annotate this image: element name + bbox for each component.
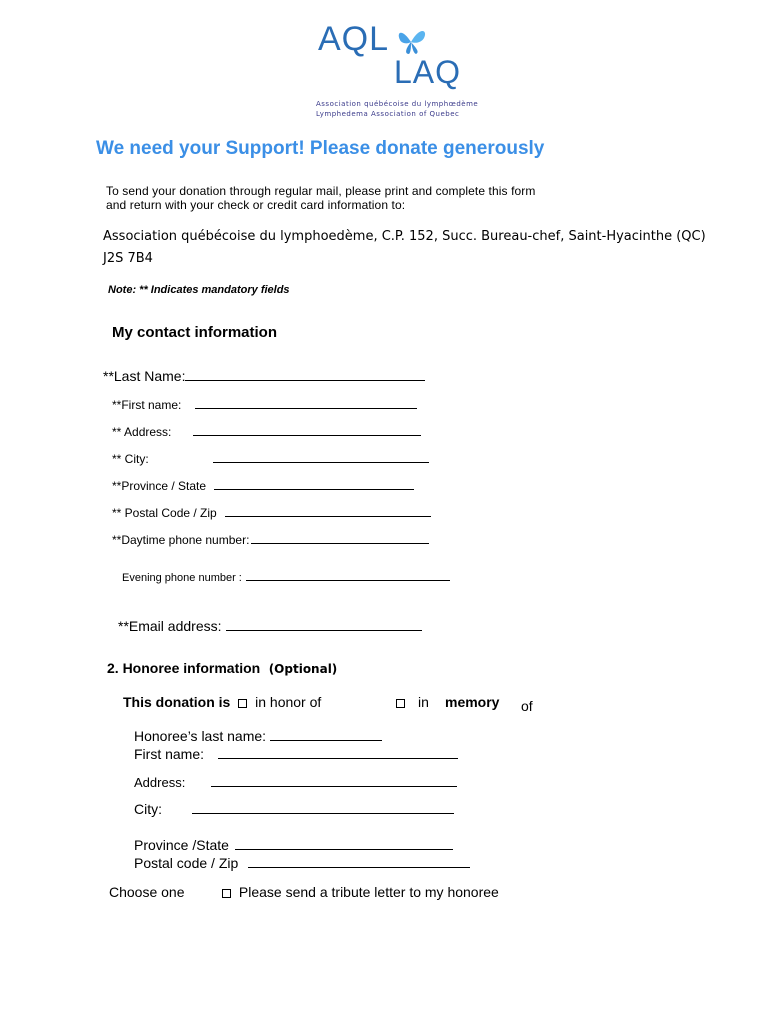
- donation-type-row: [123, 694, 321, 710]
- honoree-last-name-row: [134, 726, 382, 744]
- honoree-province-label: Province /State: [134, 837, 229, 853]
- in-honor-checkbox[interactable]: [238, 699, 247, 708]
- logo-laq-text: LAQ: [394, 54, 462, 90]
- first-name-label: **First name:: [112, 398, 182, 412]
- email-label: **Email address:: [118, 618, 222, 634]
- honoree-city-label: City:: [134, 801, 162, 817]
- address-row: [112, 421, 421, 439]
- tribute-letter-checkbox[interactable]: [222, 889, 231, 898]
- province-field[interactable]: [214, 475, 414, 490]
- honoree-address-field[interactable]: [211, 772, 457, 787]
- of-label-2: of: [521, 698, 533, 714]
- mailing-address-line-2: J2S 7B4: [103, 251, 153, 266]
- honoree-address-row: [134, 772, 457, 790]
- postal-code-field[interactable]: [225, 502, 431, 517]
- daytime-phone-label: **Daytime phone number:: [112, 533, 250, 547]
- last-name-label: **Last Name:: [103, 368, 186, 384]
- memory-label: memory: [445, 694, 500, 710]
- first-name-field[interactable]: [195, 394, 417, 409]
- donation-is-label: This donation is: [123, 694, 231, 710]
- phone-row: [112, 529, 429, 547]
- mandatory-note: Note: ** Indicates mandatory fields: [108, 284, 290, 296]
- province-label: **Province / State: [112, 479, 207, 493]
- logo-subtitle-en: Lymphedema Association of Quebec: [316, 110, 460, 118]
- honoree-postal-label: Postal code / Zip: [134, 855, 239, 871]
- evening-phone-field[interactable]: [246, 566, 450, 581]
- contact-heading: My contact information: [112, 324, 278, 341]
- email-field[interactable]: [226, 616, 422, 631]
- page-title: We need your Support! Please donate generously: [96, 138, 545, 159]
- honoree-last-name-label: Honoree’s last name:: [134, 728, 267, 744]
- honoree-last-name-field[interactable]: [270, 726, 382, 741]
- email-row: [118, 616, 422, 634]
- honoree-first-name-label: First name:: [134, 746, 205, 762]
- address-label: ** Address:: [112, 425, 172, 439]
- choose-one-label: Choose one: [109, 884, 185, 900]
- honoree-province-row: [134, 835, 453, 853]
- honoree-heading: 2. Honoree information: [107, 660, 261, 676]
- honoree-postal-field[interactable]: [248, 853, 470, 868]
- last-name-row: [103, 366, 425, 384]
- honoree-city-row: [134, 799, 454, 817]
- logo-subtitle-fr: Association québécoise du lymphœdème: [316, 100, 479, 108]
- mailing-address-line-1: Association québécoise du lymphoedème, C.P. 152, Succ. Bureau-chef, Saint-Hyacinthe (QC): [103, 229, 706, 244]
- honoree-first-name-field[interactable]: [218, 744, 458, 759]
- address-field[interactable]: [193, 421, 421, 436]
- honoree-address-label: Address:: [134, 775, 186, 790]
- evening-phone-row: [122, 566, 450, 584]
- city-label: ** City:: [112, 452, 149, 466]
- honoree-postal-row: [134, 853, 470, 871]
- in-memory-checkbox[interactable]: [396, 699, 405, 708]
- aql-laq-logo: [310, 20, 480, 125]
- of-label-1: of: [309, 694, 322, 710]
- postal-code-label: ** Postal Code / Zip: [112, 506, 217, 520]
- honoree-heading-row: [107, 660, 337, 678]
- tribute-letter-label: Please send a tribute letter to my honoree: [238, 884, 499, 900]
- daytime-phone-field[interactable]: [251, 529, 429, 544]
- postal-code-row: [112, 502, 431, 520]
- honoree-first-name-row: [134, 744, 458, 762]
- honoree-optional: (Optional): [268, 662, 338, 676]
- honoree-city-field[interactable]: [192, 799, 454, 814]
- evening-phone-label: Evening phone number :: [122, 572, 242, 584]
- in-honor-label: in honor: [255, 694, 306, 710]
- last-name-field[interactable]: [185, 366, 425, 381]
- intro-line-2: and return with your check or credit card information to:: [106, 198, 406, 212]
- province-row: [112, 475, 414, 493]
- city-row: [112, 448, 429, 466]
- honoree-province-field[interactable]: [235, 835, 453, 850]
- tribute-letter-row: [218, 884, 499, 900]
- first-name-row: [112, 394, 417, 412]
- city-field[interactable]: [213, 448, 429, 463]
- logo-aql-text: AQL: [318, 20, 390, 58]
- in-label: in: [418, 694, 429, 710]
- intro-line-1: To send your donation through regular mail, please print and complete this form: [106, 184, 536, 198]
